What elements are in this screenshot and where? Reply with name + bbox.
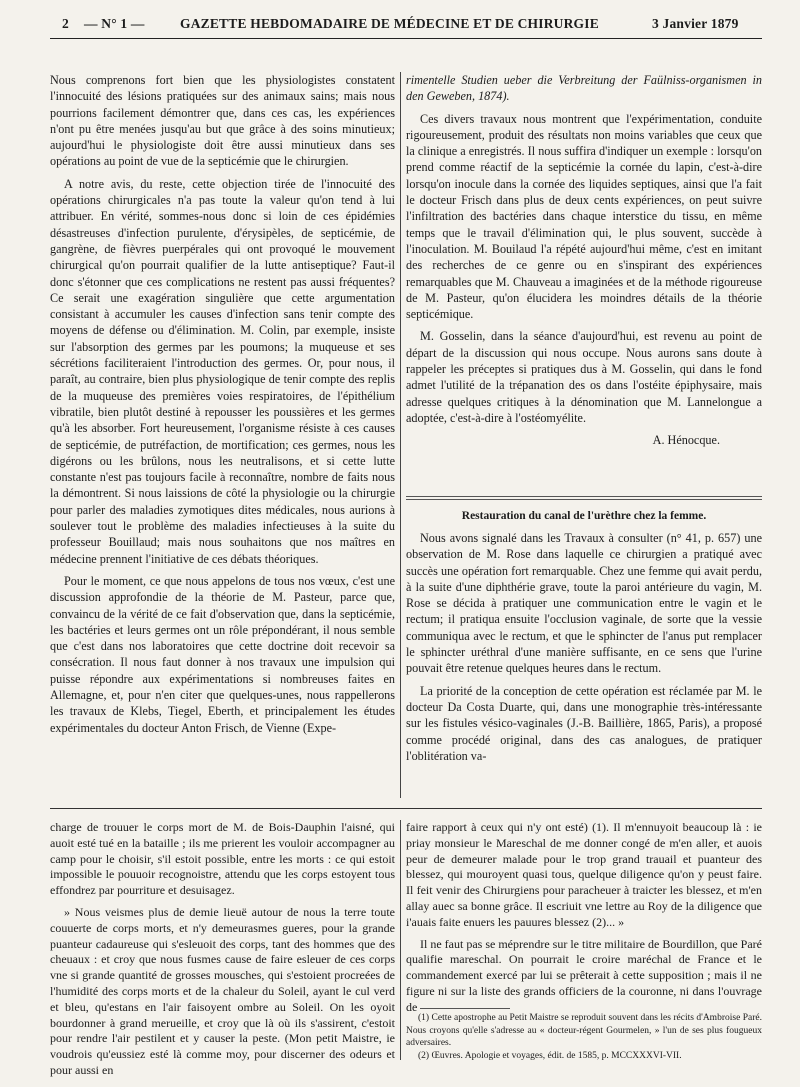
section-rule-top (406, 496, 762, 497)
paragraph: La priorité de la conception de cette opération est réclamée par M. le docteur Da Costa Duarte, qui, dans une monographie très-intéressante sur les fistules vésico-vaginales (J.-B. Baillière, 1865, Paris), a proposé comme procédé original, dans des cas analogues, de pratiquer l'oblitération va- (406, 683, 762, 763)
bottom-right-column (406, 820, 762, 1014)
paragraph: A notre avis, du reste, cette objection tirée de l'innocuité des opérations chirurgicales n'a pas toute la valeur qu'on tend à lui attribuer. En vérité, sommes-nous donc si loin de ces épidémies désastreuses d'infection purulente, d'érysipèles, de septicémie, de gangrène, de fièvres puerpérales qui ont provoqué le mouvement chirurgical qu'on pourrait qualifier de la lutte antiseptique? Faut-il donc s'étonner que ces complications ne restent pas aussi fréquentes? Ce serait une exagération singulière que cette argumentation consistant à accumuler les causes d'infection sans tenir compte des moyens de défense ou d'élimination. M. Colin, par exemple, insiste sur l'absorption des germes par les poumons; la muqueuse et ses sécrétions faciliteraient l'introduction des germes. Or, pour nous, il paraît, au contraire, bien plus physiologique de tenir compte des replis de la muqueuse des premières voies respiratoires, de l'épithélium vibratile, bien plutôt destiné à repousser les poussières et les germes qu'à les absorber. Fort heureusement, l'organisme résiste à ces causes de septicémie, de putréfaction, de mortification; ces germes, nous les digérons ou les brûlons, nous les neutralisons, et si cette lutte constante n'est pas toujours facile à reconnaître, nombre de faits nous la démontrent. Si nous laissions de côté la physiologie ou la chirurgie pour parler des maladies zymotiques dites médicales, nous aurions à soulever tout le problème des maladies infectieuses à la suite du professeur Bouillaud; mais nous souhaitons que nos maîtres en médecine prennent l'initiative de ces débats théoriques. (50, 176, 395, 566)
section-rule-double (406, 499, 762, 500)
paragraph: M. Gosselin, dans la séance d'aujourd'hui, est revenu au point de départ de la discussion qui nous occupe. Nous aurons sans doute à rappeler les préceptes si pratiques dus à M. Gosselin, qui dans le fond admet l'utilité de la trépanation des os dans l'ostéite épiphysaire, mais adresse quelques critiques à la dénomination que M. Lannelongue a adoptée, c'est-à-dire à l'ostéomyélite. (406, 329, 762, 425)
page-number: 2 (62, 16, 69, 31)
right-column (406, 72, 762, 492)
page-divider (50, 808, 762, 809)
paragraph: » Nous veismes plus de demie lieuë autour de nous la terre toute couuerte de corps morts, et n'y demeurasmes gueres, pour la grande puanteur cadaureuse qui s'esleuoit des corps, tant des hommes que des cheuaux : et croy que nous fusmes cause de faire esleuer de ces corps vne si grande quantité de grosses mousches, qui s'estoient procreées de l'humidité des corps morts et de la chaleur du Soleil, ayant le cul verd et bleu, qu'estans en l'air faisoyent ombre au Soleil. On les oyoit bourdonner à grand merueille, et croy que là où ils s'assirent, c'estoit pour rendre l'air pestilent et y causer la peste. (Mon petit Maistre, ie voudrois qu'eussiez esté là comme moy, pour discerner des odeurs et pour aussi en (50, 904, 395, 1077)
issue-number: — N° 1 — (84, 16, 145, 31)
issue-date: 3 Janvier 1879 (652, 16, 739, 31)
header-rule (50, 38, 762, 39)
section-body (406, 530, 762, 800)
bottom-left-column (50, 820, 395, 1077)
footnotes (406, 1012, 762, 1072)
paragraph: Nous comprenons fort bien que les physiologistes constatent l'innocuité des lésions pratiquées sur des animaux sains; mais nous pourrions facilement démontrer que, dans ces cas, les expériences n'ont pu être menées jusqu'au but que grâce à des soins minutieux; aujourd'hui le physiologiste doit être aussi minutieux dans ses opérations au point de vue de la septicémie que le chirurgien. (50, 73, 395, 169)
paragraph: Ces divers travaux nous montrent que l'expérimentation, conduite rigoureusement, produit des résultats non moins variables que ceux que la clinique a enregistrés. Il nous suffira d'indiquer un exemple : lorsqu'on prend comme réactif de la septicémie la cornée du lapin, c'est-à-dire lorsqu'on inocule dans la cornée des liquides septiques, ainsi que l'a fait le docteur Frisch dans plus de deux cents expériences, on peut suivre l'infiltration des bactéries dans chaque interstice du tissu, en même temps que le travail d'élimination qui, le plus souvent, succède à l'inoculation. M. Bouilaud l'a répété aujourd'hui même, c'est en imitant des recherches de ce genre ou en s'inspirant des expériences remarquables que M. Chauveau a imaginées et de la méthode rigoureuse de M. Pasteur, qu'on élucidera les moindres détails de la théorie septicémique. (406, 111, 762, 322)
footnote: (2) Œuvres. Apologie et voyages, édit. de 1585, p. MCCXXXVI-VII. (418, 1050, 682, 1061)
journal-title: GAZETTE HEBDOMADAIRE DE MÉDECINE ET DE CHIRURGIE (180, 16, 599, 31)
paragraph: faire rapport à ceux qui n'y ont esté) (1). Il m'ennuyoit beaucoup là : ie priay monsieur le Mareschal de me donner congé de m'en aller, et auois peur de demeurer malade pour le trop grand trauail et puanteur des blessez, qui mouroyent quasi tous, quelque diligence qu'on y peust faire. Il feit venir des Chirurgiens pour paracheuer à traicter les blessez, et m'en allay auec sa bonne grâce. Il escriuit vne lettre au Roy de la diligence que i'auais faite enuers les pauures blessez (2)... » (406, 820, 762, 929)
paragraph: Il ne faut pas se méprendre sur le titre militaire de Bourdillon, que Paré qualifie mareschal. On pourrait le croire maréchal de France et le commandement exercé par lui se prêterait à cette supposition ; mais il ne figure ni sur la liste des grands officiers de la couronne, ni dans l'ouvrage de (406, 936, 762, 1014)
paragraph: Nous avons signalé dans les Travaux à consulter (n° 41, p. 657) une observation de M. Rose dans laquelle ce chirurgien a pratiqué avec succès une opération fort remarquable. Chez une femme qui avait perdu, à la suite d'une diphthérie grave, toute la paroi antérieure du vagin, M. Rose se décida à pratiquer une communication entre le vagin et le rectum; il pratiqua ensuite l'occlusion vaginale, de sorte que la vessie communiqua avec le rectum, et que le sphincter de l'anus put remplacer le sphincter uréthral d'une manière suffisante, en ce sens que l'urine pouvait être retenue quelques heures dans le rectum. (406, 531, 762, 676)
running-header (0, 0, 800, 40)
footnote: (1) Cette apostrophe au Petit Maistre se reproduit souvent dans les récits d'Ambroise Paré. Nous croyons qu'elle s'adresse au « docteur-régent Gourmelen, » l'un de ses plus fougueux adversaires. (406, 1013, 762, 1048)
paragraph: rimentelle Studien ueber die Verbreitung der Faülniss-organismen in den Geweben, 1874). (406, 73, 762, 104)
author-signature: A. Hénocque. (652, 433, 720, 448)
left-column (50, 72, 395, 800)
paragraph: Pour le moment, ce que nous appelons de tous nos vœux, c'est une discussion approfondie de la théorie de M. Pasteur, parce que, convaincu de la vérité de ce fait d'observation que, dans la septicémie, les bactéries et leurs germes ont un rôle prépondérant, il nous semble que c'est dans nos laboratoires que cette doctrine doit recevoir sa consécration. Il nous faut donner à nos travaux une impulsion qui puisse répondre aux expérimentations si nombreuses faites en Allemagne, et, pour n'en citer que quelques-unes, nous rappellerons les travaux de Klebs, Tiegel, Eberth, et principalement les études expérimentales du docteur Anton Frisch, de Vienne (Expe- (50, 573, 395, 735)
column-divider-bottom (400, 820, 401, 1060)
paragraph: charge de trouuer le corps mort de M. de Bois-Dauphin l'aisné, qui auoit esté tué en la bataille ; ils me prierent les vouloir accompagner au camp pour le choisir, s'il estoit possible, entre les morts : ce qui estoit impossible le pouuoir recognoistre, attendu que les corps estoyent tous effondrez par pourriture et desuisagez. (50, 820, 395, 898)
column-divider (400, 72, 401, 798)
section-title: Restauration du canal de l'urèthre chez la femme. (461, 510, 707, 522)
footnote-rule (420, 1008, 510, 1009)
